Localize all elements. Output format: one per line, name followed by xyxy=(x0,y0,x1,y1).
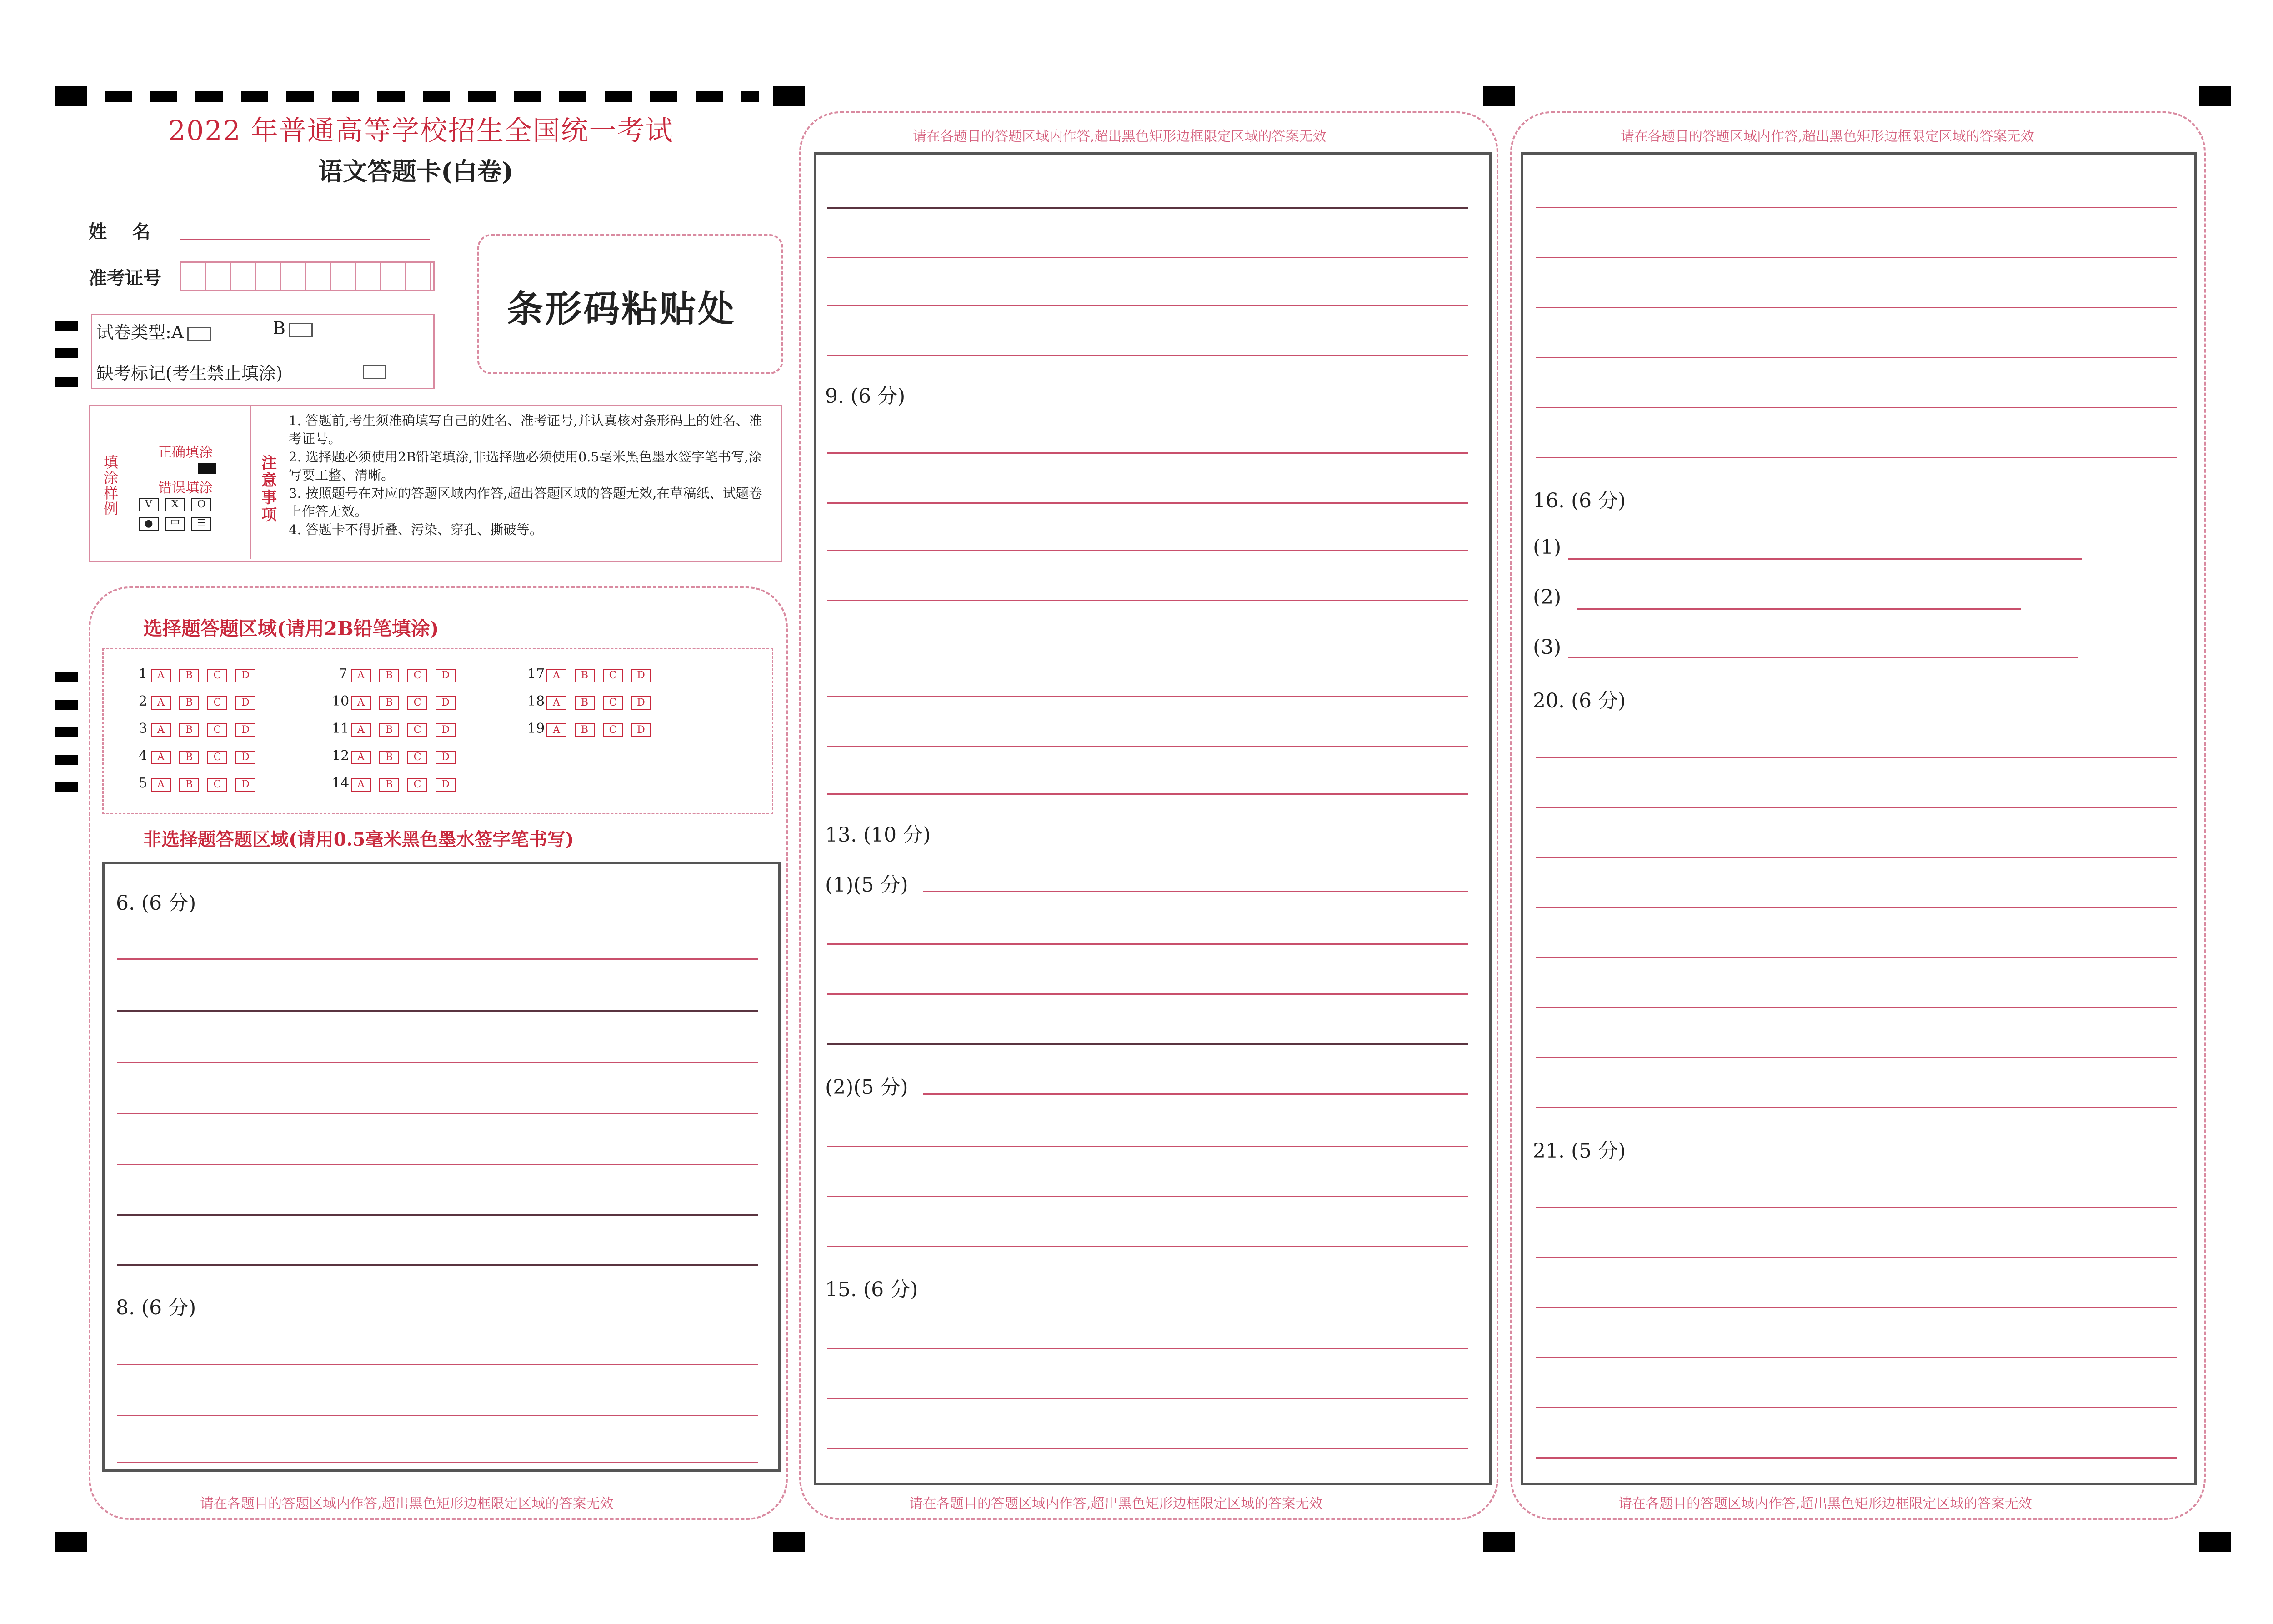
side-mark xyxy=(55,755,78,765)
answer-line[interactable] xyxy=(827,257,1468,258)
answer-line[interactable] xyxy=(827,1246,1468,1247)
fill-sample-label: 填涂样例 xyxy=(104,454,119,517)
timing-mark xyxy=(55,1532,87,1552)
note-item: 4. 答题卡不得折叠、污染、穿孔、撕破等。 xyxy=(289,522,543,537)
side-mark xyxy=(55,782,78,792)
answer-line[interactable] xyxy=(827,1043,1468,1045)
answer-box-col3 xyxy=(1521,152,2197,1485)
choice-row[interactable]: 14 A B C D xyxy=(332,775,464,792)
paper-type-a[interactable] xyxy=(96,318,211,343)
question-16-label: 16. (6 分) xyxy=(1533,489,1626,512)
answer-line[interactable] xyxy=(1536,307,2177,308)
answer-line[interactable] xyxy=(117,1164,758,1165)
paper-type-b-label: B xyxy=(273,318,285,338)
answer-line[interactable] xyxy=(827,207,1468,209)
id-label: 准考证号 xyxy=(89,267,161,289)
answer-line[interactable] xyxy=(827,943,1468,945)
answer-line[interactable] xyxy=(117,1462,758,1463)
boundary-notice: 请在各题目的答题区域内作答,超出黑色矩形边框限定区域的答案无效 xyxy=(913,129,1327,145)
answer-line[interactable] xyxy=(827,355,1468,356)
wrong-mark: ☰ xyxy=(191,517,211,531)
answer-line[interactable] xyxy=(1536,1257,2177,1258)
sample-divider xyxy=(250,405,251,559)
answer-line[interactable] xyxy=(1536,1357,2177,1358)
answer-line[interactable] xyxy=(1536,1057,2177,1058)
answer-line[interactable] xyxy=(923,1093,1468,1095)
question-9-label: 9. (6 分) xyxy=(825,385,906,408)
choice-row[interactable]: 19 A B C D xyxy=(527,721,659,737)
choice-row[interactable]: 4 A B C D xyxy=(132,748,264,764)
timing-mark xyxy=(55,86,87,106)
answer-line[interactable] xyxy=(117,1214,758,1216)
wrong-mark: ● xyxy=(139,517,159,531)
answer-line[interactable] xyxy=(1568,558,2082,560)
wrong-fill-samples xyxy=(139,498,239,531)
answer-line[interactable] xyxy=(1536,407,2177,408)
side-mark xyxy=(55,348,78,358)
exam-title: 2022 年普通高等学校招生全国统一考试 xyxy=(168,115,674,147)
id-field[interactable] xyxy=(180,261,435,291)
notes-label: 注意事项 xyxy=(261,454,277,524)
timing-mark xyxy=(773,1532,805,1552)
answer-line[interactable] xyxy=(1536,757,2177,758)
wrong-mark: V xyxy=(139,498,159,511)
note-item: 3. 按照题号在对应的答题区域内作答,超出答题区域的答题无效,在草稿纸、试题卷上作答无效。 xyxy=(289,486,762,519)
answer-line[interactable] xyxy=(1536,907,2177,908)
answer-line[interactable] xyxy=(827,502,1468,504)
answer-line[interactable] xyxy=(1577,608,2021,610)
answer-line[interactable] xyxy=(1536,957,2177,958)
wrong-mark: 中 xyxy=(165,517,185,531)
choice-row[interactable]: 3 A B C D xyxy=(132,721,264,737)
choice-row[interactable]: 2 A B C D xyxy=(132,693,264,710)
choice-section-title: 选择题答题区域(请用2B铅笔填涂) xyxy=(143,617,439,640)
answer-line[interactable] xyxy=(117,1415,758,1416)
checkbox-a[interactable] xyxy=(187,327,211,341)
note-item: 1. 答题前,考生须准确填写自己的姓名、准考证号,并认真核对条形码上的姓名、准考证号。 xyxy=(289,413,762,446)
answer-line[interactable] xyxy=(1536,207,2177,208)
answer-line[interactable] xyxy=(1536,1107,2177,1108)
barcode-label: 条形码粘贴处 xyxy=(507,287,736,330)
timing-mark xyxy=(1483,1532,1515,1552)
answer-line[interactable] xyxy=(827,696,1468,697)
note-item: 2. 选择题必须使用2B铅笔填涂,非选择题必须使用0.5毫米黑色墨水签字笔书写,涂写要工整、清晰。 xyxy=(289,449,762,483)
correct-fill-sample xyxy=(198,463,216,474)
answer-line[interactable] xyxy=(117,1264,758,1266)
answer-line[interactable] xyxy=(827,746,1468,747)
choice-row[interactable]: 11 A B C D xyxy=(332,721,464,737)
side-mark xyxy=(55,672,78,682)
card-subtitle: 语文答题卡(白卷) xyxy=(318,157,514,186)
question-13-1-label: (1)(5 分) xyxy=(825,873,908,897)
question-16-3-label: (3) xyxy=(1533,636,1562,659)
answer-line[interactable] xyxy=(827,1348,1468,1349)
timing-mark xyxy=(2199,86,2231,106)
answer-line[interactable] xyxy=(1536,257,2177,258)
choice-row[interactable]: 18 A B C D xyxy=(527,693,659,710)
boundary-notice: 请在各题目的答题区域内作答,超出黑色矩形边框限定区域的答案无效 xyxy=(200,1496,614,1512)
paper-type-label: 试卷类型:A xyxy=(96,322,184,342)
name-field[interactable] xyxy=(180,239,430,240)
question-13-label: 13. (10 分) xyxy=(825,823,931,847)
question-16-2-label: (2) xyxy=(1533,586,1562,609)
answer-line[interactable] xyxy=(1536,1307,2177,1308)
checkbox-b[interactable] xyxy=(289,323,313,337)
answer-line[interactable] xyxy=(1536,1407,2177,1408)
boundary-notice: 请在各题目的答题区域内作答,超出黑色矩形边框限定区域的答案无效 xyxy=(1618,1496,2032,1512)
answer-line[interactable] xyxy=(827,993,1468,995)
wrong-fill-label: 错误填涂 xyxy=(158,480,213,496)
choice-row[interactable]: 17 A B C D xyxy=(527,666,659,682)
answer-line[interactable] xyxy=(117,1364,758,1365)
answer-line[interactable] xyxy=(827,1448,1468,1449)
side-mark xyxy=(55,727,78,737)
choice-row[interactable]: 7 A B C D xyxy=(332,666,464,682)
timing-mark xyxy=(773,86,805,106)
choice-row[interactable]: 1 A B C D xyxy=(132,666,264,682)
answer-line[interactable] xyxy=(1536,857,2177,858)
answer-line[interactable] xyxy=(827,1146,1468,1147)
question-6-label: 6. (6 分) xyxy=(116,892,196,915)
answer-line[interactable] xyxy=(827,1196,1468,1197)
timing-mark xyxy=(1483,86,1515,106)
question-16-1-label: (1) xyxy=(1533,536,1562,559)
absent-label: 缺考标记(考生禁止填涂) xyxy=(96,363,283,383)
answer-line[interactable] xyxy=(1536,1007,2177,1008)
answer-line[interactable] xyxy=(827,600,1468,601)
absent-checkbox[interactable] xyxy=(363,365,386,379)
boundary-notice: 请在各题目的答题区域内作答,超出黑色矩形边框限定区域的答案无效 xyxy=(909,1496,1323,1512)
answer-line[interactable] xyxy=(827,1398,1468,1399)
absent-mark[interactable] xyxy=(96,359,283,384)
timing-mark xyxy=(2199,1532,2231,1552)
answer-line[interactable] xyxy=(827,550,1468,551)
question-21-label: 21. (5 分) xyxy=(1533,1139,1626,1163)
answer-line[interactable] xyxy=(1536,807,2177,808)
top-timing-bar xyxy=(105,91,759,102)
choice-row[interactable]: 12 A B C D xyxy=(332,748,464,764)
question-15-label: 15. (6 分) xyxy=(825,1278,918,1301)
wrong-mark: X xyxy=(165,498,185,511)
question-8-label: 8. (6 分) xyxy=(116,1296,196,1319)
answer-line[interactable] xyxy=(923,891,1468,892)
choice-row[interactable]: 10 A B C D xyxy=(332,693,464,710)
choice-row[interactable]: 5 A B C D xyxy=(132,775,264,792)
notes-list xyxy=(289,411,771,539)
answer-line[interactable] xyxy=(827,305,1468,306)
paper-type-b[interactable] xyxy=(273,318,313,338)
question-13-2-label: (2)(5 分) xyxy=(825,1076,908,1099)
correct-fill-label: 正确填涂 xyxy=(158,445,213,461)
answer-line[interactable] xyxy=(827,793,1468,795)
answer-line[interactable] xyxy=(1536,457,2177,458)
side-mark xyxy=(55,700,78,710)
boundary-notice: 请在各题目的答题区域内作答,超出黑色矩形边框限定区域的答案无效 xyxy=(1621,129,2034,145)
answer-box-col1 xyxy=(102,862,781,1472)
name-label: 姓 名 xyxy=(89,221,150,242)
side-mark xyxy=(55,377,78,387)
answer-line[interactable] xyxy=(117,1010,758,1012)
answer-line[interactable] xyxy=(1536,1457,2177,1459)
question-20-label: 20. (6 分) xyxy=(1533,689,1626,712)
nonchoice-section-title: 非选择题答题区域(请用0.5毫米黑色墨水签字笔书写) xyxy=(143,829,574,850)
answer-line[interactable] xyxy=(827,452,1468,454)
answer-line[interactable] xyxy=(117,958,758,960)
answer-line[interactable] xyxy=(117,1113,758,1114)
answer-line[interactable] xyxy=(117,1062,758,1063)
side-mark xyxy=(55,321,78,331)
wrong-mark: O xyxy=(191,498,211,511)
answer-line[interactable] xyxy=(1536,357,2177,358)
answer-line[interactable] xyxy=(1536,1207,2177,1208)
answer-line[interactable] xyxy=(1568,657,2078,658)
